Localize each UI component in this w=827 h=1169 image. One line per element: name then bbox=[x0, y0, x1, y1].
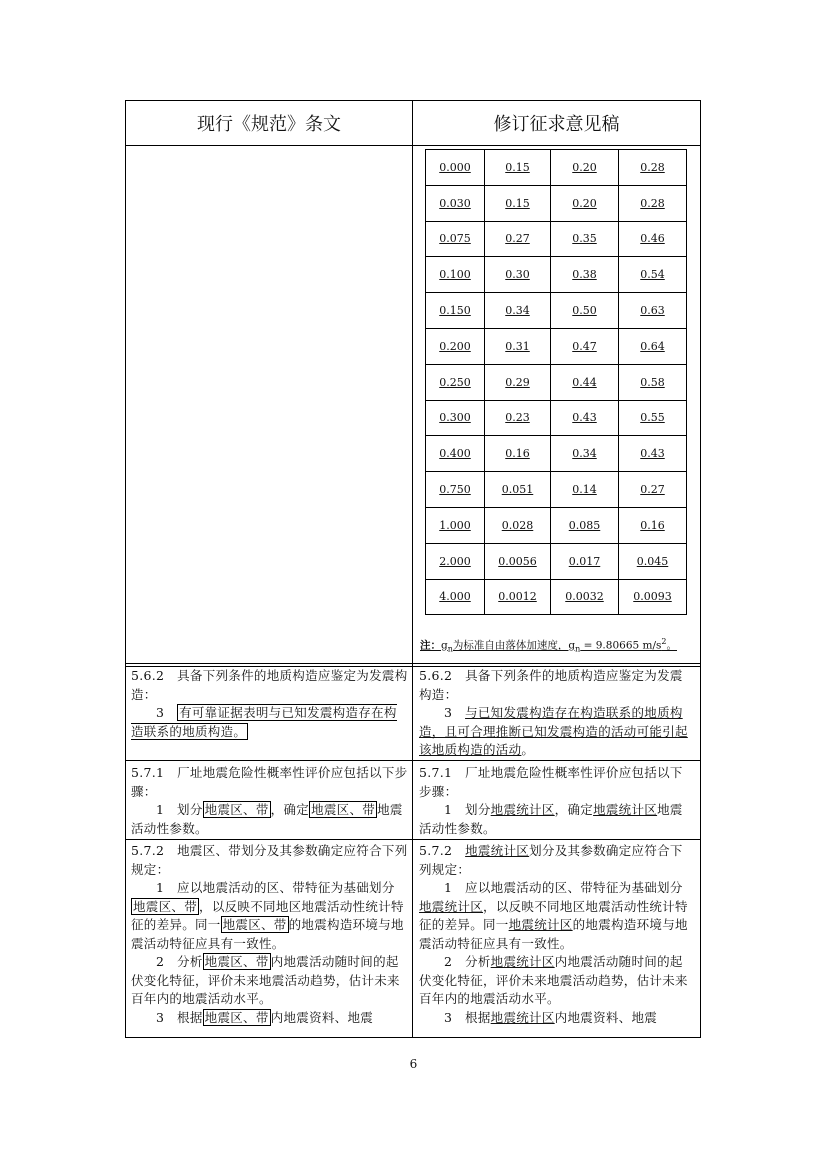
table-cell: 0.23 bbox=[485, 400, 551, 436]
clause-heading: 5.7.1 厂址地震危险性概率性评价应包括以下步骤： bbox=[131, 765, 408, 799]
table-row bbox=[426, 221, 687, 257]
table-cell: 0.028 bbox=[485, 507, 551, 543]
table-cell: 0.16 bbox=[619, 507, 687, 543]
table-cell: 0.44 bbox=[551, 364, 619, 400]
table-cell: 0.50 bbox=[551, 293, 619, 329]
clause-heading: 5.6.2 具备下列条件的地质构造应鉴定为发震构造： bbox=[419, 668, 683, 702]
clause-item-3: 3 根据地震统计区内地震资料、地震 bbox=[444, 1009, 658, 1025]
table-cell: 0.085 bbox=[551, 507, 619, 543]
header-revision-draft: 修订征求意见稿 bbox=[493, 114, 620, 135]
table-cell: 0.28 bbox=[619, 185, 687, 221]
table-cell: 0.54 bbox=[619, 257, 687, 293]
table-cell: 0.30 bbox=[485, 257, 551, 293]
table-cell: 0.400 bbox=[426, 436, 485, 472]
acceleration-data-table bbox=[425, 149, 687, 615]
table-cell: 0.250 bbox=[426, 364, 485, 400]
table-cell: 0.100 bbox=[426, 257, 485, 293]
table-cell: 0.0032 bbox=[551, 579, 619, 615]
clause-5-7-1-current bbox=[131, 764, 408, 838]
table-row bbox=[426, 293, 687, 329]
table-cell: 0.29 bbox=[485, 364, 551, 400]
table-cell: 0.64 bbox=[619, 328, 687, 364]
header-current-provisions: 现行《规范》条文 bbox=[197, 114, 341, 135]
clause-item-2: 2 分析地震统计区内地震活动随时间的起伏变化特征，评价未来地震活动趋势，估计未来百年内的地震活动水平。 bbox=[419, 954, 688, 1006]
table-cell: 0.15 bbox=[485, 185, 551, 221]
table-row bbox=[426, 364, 687, 400]
table-cell: 0.46 bbox=[619, 221, 687, 257]
table-cell: 0.20 bbox=[551, 150, 619, 186]
table-cell: 0.34 bbox=[551, 436, 619, 472]
table-cell: 0.20 bbox=[551, 185, 619, 221]
clause-item-1: 1 应以地震活动的区、带特征为基础划分地震区、带 ，以反映不同地区地震活动性统计特征的差异。同一 地震区、带 的地震构造环境与地震活动特征应具有一致性。 bbox=[131, 880, 404, 951]
table-cell: 0.14 bbox=[551, 472, 619, 508]
table-row bbox=[426, 472, 687, 508]
table-cell: 0.16 bbox=[485, 436, 551, 472]
table-cell: 2.000 bbox=[426, 543, 485, 579]
clause-5-7-1-revised bbox=[419, 764, 695, 838]
table-cell: 0.34 bbox=[485, 293, 551, 329]
table-cell: 0.35 bbox=[551, 221, 619, 257]
table-row bbox=[426, 436, 687, 472]
clause-item-3: 3 有可靠证据表明与已知发震构造存在构造联系的地质构造。 bbox=[131, 705, 397, 739]
header-divider bbox=[125, 145, 701, 146]
table-cell: 0.300 bbox=[426, 400, 485, 436]
table-row bbox=[426, 185, 687, 221]
table-cell: 0.017 bbox=[551, 543, 619, 579]
clause-heading: 5.6.2 具备下列条件的地质构造应鉴定为发震构造： bbox=[131, 668, 408, 702]
table-row bbox=[426, 328, 687, 364]
table-row bbox=[426, 507, 687, 543]
table-row bbox=[426, 150, 687, 186]
clause-item-1: 1 应以地震活动的区、带特征为基础划分地震统计区，以反映不同地区地震活动性统计特征的差异。同一地震统计区的地震构造环境与地震活动特征应具有一致性。 bbox=[419, 880, 688, 951]
table-cell: 0.750 bbox=[426, 472, 485, 508]
column-divider bbox=[412, 100, 413, 1038]
table-cell: 0.43 bbox=[619, 436, 687, 472]
row-divider bbox=[125, 760, 701, 761]
table-cell: 0.27 bbox=[485, 221, 551, 257]
table-row bbox=[426, 579, 687, 615]
table-cell: 0.0093 bbox=[619, 579, 687, 615]
table-cell: 0.045 bbox=[619, 543, 687, 579]
table-row bbox=[426, 257, 687, 293]
clause-5-7-2-current bbox=[131, 842, 408, 1027]
table-cell: 1.000 bbox=[426, 507, 485, 543]
marked-insertion: 与已知发震构造存在构造联系的地质构造，且可合理推断已知发震构造的活动可能引起该地质构造的活动 bbox=[419, 705, 688, 757]
table-cell: 0.38 bbox=[551, 257, 619, 293]
clause-heading: 5.7.1 厂址地震危险性概率性评价应包括以下步骤： bbox=[419, 765, 683, 799]
table-note: 注：$g_n$为标准自由落体加速度，$g_n = 9.80665$ $m/s^2$。 bbox=[420, 637, 677, 654]
clause-item-3: 3 与已知发震构造存在构造联系的地质构造，且可合理推断已知发震构造的活动可能引起该地质构造的活动。 bbox=[419, 705, 688, 757]
clause-5-6-2-current bbox=[131, 667, 408, 741]
table-cell: 0.43 bbox=[551, 400, 619, 436]
clause-item-1: 1 划分地震统计区，确定地震统计区地震活动性参数。 bbox=[419, 802, 683, 836]
table-cell: 0.000 bbox=[426, 150, 485, 186]
table-cell: 0.051 bbox=[485, 472, 551, 508]
table-cell: 0.47 bbox=[551, 328, 619, 364]
row-divider bbox=[125, 839, 701, 840]
table-cell: 0.075 bbox=[426, 221, 485, 257]
clause-heading: 5.7.2 地震区、带划分及其参数确定应符合下列规定： bbox=[131, 843, 408, 877]
table-cell: 0.58 bbox=[619, 364, 687, 400]
clause-item-1: 1 划分 地震区、带 ，确定 地震区、带 地震活动性参数。 bbox=[131, 802, 403, 836]
page-number: 6 bbox=[409, 1057, 418, 1071]
table-cell: 0.27 bbox=[619, 472, 687, 508]
table-row bbox=[426, 543, 687, 579]
table-cell: 0.030 bbox=[426, 185, 485, 221]
table-cell: 0.63 bbox=[619, 293, 687, 329]
table-row bbox=[426, 400, 687, 436]
table-cell: 0.15 bbox=[485, 150, 551, 186]
clause-item-2: 2 分析 地震区、带 内地震活动随时间的起伏变化特征，评价未来地震活动趋势，估计未来百年内的地震活动水平。 bbox=[131, 954, 400, 1006]
clause-5-7-2-revised bbox=[419, 842, 695, 1027]
table-cell: 4.000 bbox=[426, 579, 485, 615]
table-cell: 0.31 bbox=[485, 328, 551, 364]
marked-deletion: 有可靠证据表明与已知发震构造存在构造联系的地质构造。 bbox=[131, 705, 397, 739]
table-cell: 0.0056 bbox=[485, 543, 551, 579]
table-cell: 0.200 bbox=[426, 328, 485, 364]
table-cell: 0.150 bbox=[426, 293, 485, 329]
clause-item-3: 3 根据 地震区、带 内地震资料、地震 bbox=[156, 1009, 374, 1025]
table-cell: 0.55 bbox=[619, 400, 687, 436]
row-divider bbox=[125, 663, 701, 664]
clause-5-6-2-revised bbox=[419, 667, 695, 760]
table-cell: 0.28 bbox=[619, 150, 687, 186]
table-cell: 0.0012 bbox=[485, 579, 551, 615]
clause-heading: 5.7.2 地震统计区划分及其参数确定应符合下列规定： bbox=[419, 843, 683, 877]
